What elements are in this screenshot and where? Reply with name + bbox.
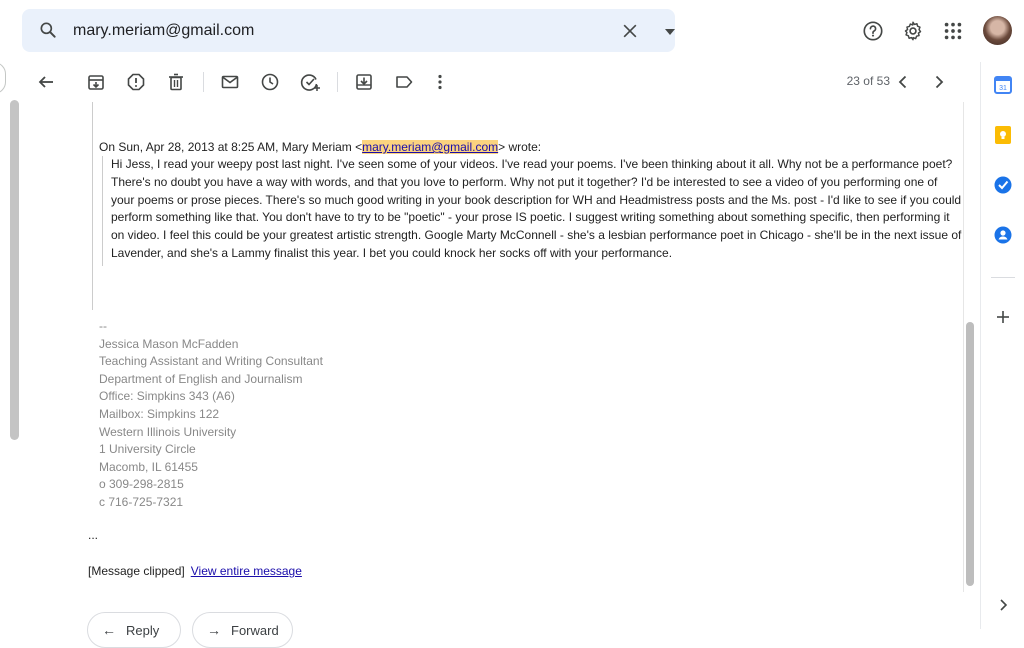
mark-unread-icon[interactable] xyxy=(220,72,240,92)
help-icon[interactable] xyxy=(862,20,884,42)
signature-line: Macomb, IL 61455 xyxy=(99,459,198,474)
more-vert-icon[interactable] xyxy=(430,72,450,92)
svg-text:31: 31 xyxy=(999,85,1007,92)
signature-line: c 716-725-7321 xyxy=(99,494,184,509)
search-options-icon[interactable] xyxy=(663,25,677,37)
search-icon[interactable] xyxy=(38,20,58,40)
signature-line: Mailbox: Simpkins 122 xyxy=(99,406,220,421)
signature-line: Department of English and Journalism xyxy=(99,371,303,386)
trimmed-content-ellipsis[interactable]: ... xyxy=(88,528,99,542)
signature-line: 1 University Circle xyxy=(99,442,196,457)
expand-panel-icon[interactable] xyxy=(993,595,1013,615)
contacts-icon[interactable] xyxy=(993,225,1013,245)
archive-icon[interactable] xyxy=(86,72,106,92)
calendar-icon[interactable] xyxy=(993,75,1013,95)
search-input[interactable] xyxy=(73,17,593,45)
reply-button[interactable] xyxy=(87,612,181,648)
back-arrow-icon[interactable] xyxy=(36,72,56,92)
keep-icon[interactable] xyxy=(993,125,1013,145)
message-toolbar xyxy=(0,62,980,102)
clear-search-icon[interactable] xyxy=(620,21,640,41)
move-to-icon[interactable] xyxy=(354,72,374,92)
message-body xyxy=(22,102,964,592)
add-task-icon[interactable] xyxy=(300,72,320,92)
forward-label: Forward xyxy=(231,622,279,638)
signature xyxy=(99,318,323,512)
content-scrollbar[interactable] xyxy=(966,322,974,586)
search-bar xyxy=(22,9,675,52)
add-icon[interactable] xyxy=(993,307,1013,327)
settings-icon[interactable] xyxy=(902,20,924,42)
signature-line: Jessica Mason McFadden xyxy=(99,336,239,351)
label-icon[interactable] xyxy=(394,72,414,92)
view-entire-message-link[interactable]: View entire message xyxy=(190,564,302,578)
quote-attribution xyxy=(99,140,541,154)
apps-icon[interactable] xyxy=(942,20,964,42)
attribution-suffix: > wrote: xyxy=(498,140,542,154)
signature-line: o 309-298-2815 xyxy=(99,477,184,492)
report-spam-icon[interactable] xyxy=(126,72,146,92)
signature-line: Western Illinois University xyxy=(99,424,237,439)
quoted-message: Hi Jess, I read your weepy post last night. I've seen some of your videos. I've read your poems. I've been thinking about it all. Why not be a performance poet? There's no doubt you have a way with words, and that you love to perform. Why not put it together? I'd be interested to see a video of you performing one of your poems or prose pieces. There's so much good writing in your book description for WH and Headmistress posts and the Ms. post - I'd like to see if you could perform something like that. You don't have to try to be "poetic" - your prose IS poetic. I suggest writing something about something specific, then performing it on video. I feel this could be your greatest artistic strength. Google Marty McConnell - she's a lesbian performance poet in Chicago - she'll be in the next issue of Lavender, and she's a Lammy finalist this year. I bet you could knock her socks off with your performance. xyxy=(102,156,962,266)
top-bar xyxy=(0,0,1024,62)
signature-line: Teaching Assistant and Writing Consultant xyxy=(99,354,323,369)
message-counter: 23 of 53 xyxy=(846,74,890,88)
side-panel-divider xyxy=(991,277,1015,278)
toolbar-divider xyxy=(337,72,338,92)
tasks-icon[interactable] xyxy=(993,175,1013,195)
message-clipped-notice xyxy=(88,564,302,578)
signature-line: -- xyxy=(99,319,107,333)
attribution-email-link[interactable]: mary.meriam@gmail.com xyxy=(362,140,499,154)
forward-button[interactable] xyxy=(192,612,293,648)
attribution-prefix: On Sun, Apr 28, 2013 at 8:25 AM, Mary Meriam < xyxy=(99,140,363,154)
avatar[interactable] xyxy=(983,16,1012,45)
clipped-label: [Message clipped] xyxy=(88,564,185,578)
reply-arrow-icon: ← xyxy=(102,622,116,638)
delete-icon[interactable] xyxy=(166,72,186,92)
signature-line: Office: Simpkins 343 (A6) xyxy=(99,389,235,404)
next-icon[interactable] xyxy=(929,72,949,92)
side-panel xyxy=(980,62,1024,629)
prev-icon[interactable] xyxy=(893,72,913,92)
toolbar-divider xyxy=(203,72,204,92)
snooze-icon[interactable] xyxy=(260,72,280,92)
forward-arrow-icon: → xyxy=(207,622,221,638)
left-scroll-rail[interactable] xyxy=(10,100,19,440)
reply-label: Reply xyxy=(126,622,160,638)
reply-actions xyxy=(0,594,980,638)
quote-rule xyxy=(92,102,93,310)
